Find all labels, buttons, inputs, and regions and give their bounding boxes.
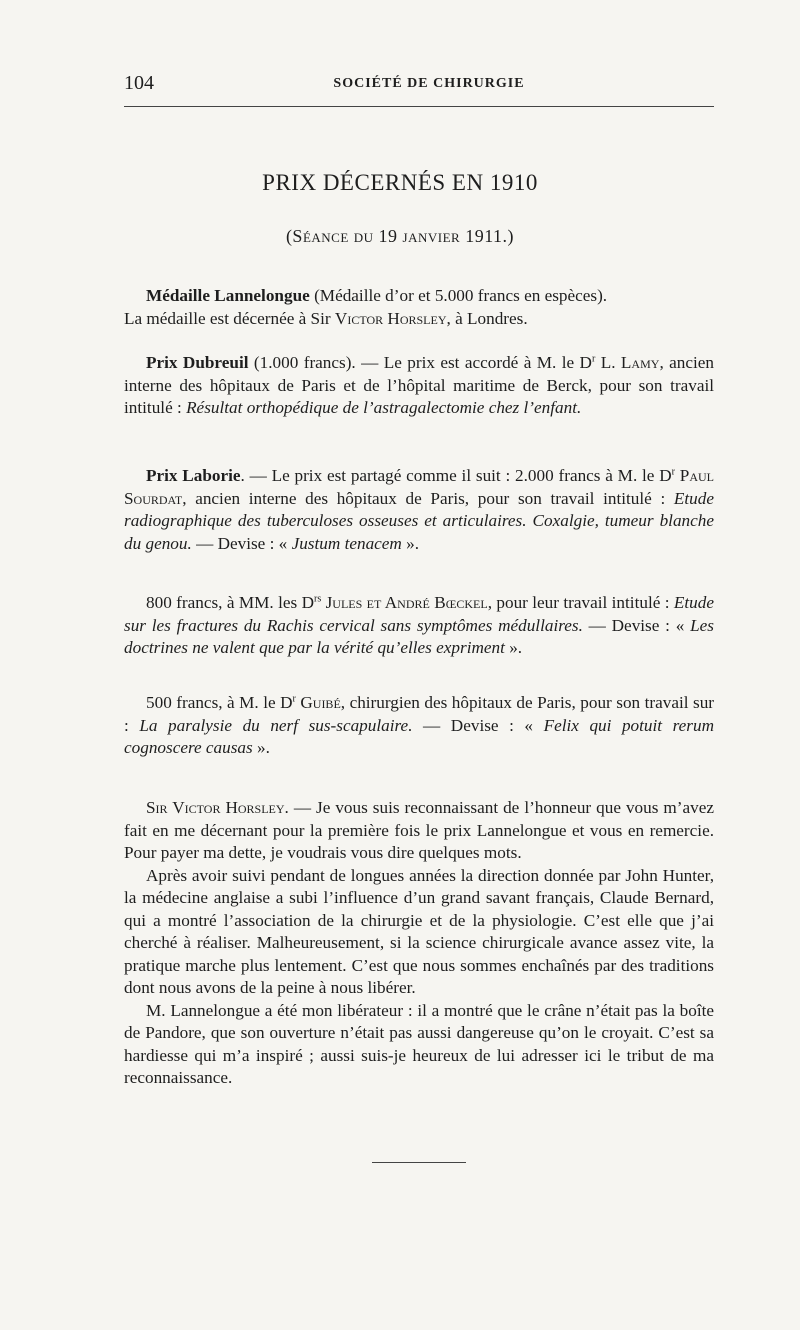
laureate-name: Paul Sourdat [124, 466, 714, 508]
prize-laborie: Prix Laborie. — Le prix est partagé comme il suit : 2.000 francs à M. le $D^r$ Paul Sourdat, ancien interne des hôpitaux de Paris, pour son travail intitulé : Etude radiographique des tuberculoses osseuses et articulaires. Coxalgie, tumeur blanche du genou. — Devise : « Justum tenacem ». [124, 466, 714, 553]
work-title: Etude sur les fractures du Rachis cervical sans symptômes médullaires. [124, 593, 714, 635]
laureate-name: Guibé [295, 693, 341, 712]
prize-lannelongue: Médaille Lannelongue (Médaille d’or et 5.000 francs en espèces). La médaille est décernée à Sir Victor Horsley, à Londres. [124, 286, 608, 328]
work-title: La paralysie du nerf sus-scapulaire. [139, 715, 413, 735]
prize-name: Médaille Lannelongue [146, 286, 310, 305]
work-title: Résultat orthopédique de l’astragalectomie chez l’enfant. [186, 398, 582, 417]
running-title: SOCIÉTÉ DE CHIRURGIE [333, 76, 525, 91]
session-subtitle: (Séance du 19 janvier 1911.) [285, 226, 515, 246]
header-rule [124, 106, 714, 107]
speech-paragraph: Après avoir suivi pendant de longues années la direction donnée par John Hunter, la médecine anglaise a subi l’influence d’un grand savant français, Claude Bernard, qui a montré l’association de la chirurgie et de la physiologie. C’est elle que j’ai cherché à réaliser. Malheureusement, si la science chirurgicale avance assez vite, la pratique marche plus lentement. C’est que nous sommes enchaînés par des traditions dont nous avons de la peine à nous libérer. [124, 865, 714, 997]
motto: Justum tenacem [291, 533, 402, 553]
prize-name: Prix Dubreuil [146, 353, 249, 372]
laureate-name: Victor Horsley [334, 308, 447, 328]
speaker-name: Sir Victor Horsley. [146, 798, 289, 817]
horsley-speech [124, 797, 714, 1090]
end-rule [372, 1162, 466, 1163]
prize-dubreuil: Prix Dubreuil (1.000 francs). — Le prix est accordé à M. le $D^r$ L. Lamy, ancien interne des hôpitaux de Paris et de l’hôpital maritime de Berck, pour son travail intitulé : Résultat orthopédique de l’astragalectomie chez l’enfant. [124, 353, 714, 417]
speech-paragraph: M. Lannelongue a été mon libérateur : il a montré que le crâne n’était pas la boîte de Pandore, que son ouverture n’était pas aussi dangereuse qu’on le croyait. C’est sa hardiesse qui m’a inspiré ; aussi suis-je heureux de lui adresser ici le tribut de ma reconnaissance. [124, 1000, 714, 1087]
prize-third-share: 500 francs, à M. le $D^r$ Guibé, chirurgien des hôpitaux de Paris, pour son travail sur : La paralysie du nerf sus-scapulaire. — Devise : « Felix qui potuit rerum cognoscere causas ». [124, 693, 715, 757]
page-number: 104 [124, 72, 154, 94]
work-title: Etude radiographique des tuberculoses osseuses et articulaires. Coxalgie, tumeur blanche du genou. [124, 488, 714, 553]
motto: Les doctrines ne valent que par la vérité qu’elles expriment [124, 615, 714, 657]
laureate-name: Jules et André Bœckel [321, 593, 488, 612]
prize-name: Prix Laborie [146, 466, 241, 485]
speech-paragraph: Sir Victor Horsley. — Je vous suis reconnaissant de l’honneur que vous m’avez fait en me décernant pour la première fois le prix Lannelongue et vous en remercie. Pour payer ma dette, je voudrais vous dire quelques mots. [124, 798, 714, 862]
laureate-name: Lamy [620, 353, 660, 372]
prize-second-share: 800 francs, à MM. les $D^{rs}$ Jules et André Bœckel, pour leur travail intitulé : Etude sur les fractures du Rachis cervical sans symptômes médullaires. — Devise : « Les doctrines ne valent que par la vérité qu’elles expriment ». [124, 593, 714, 657]
motto: Felix qui potuit rerum cognoscere causas [124, 715, 715, 757]
running-header [124, 72, 714, 96]
page-title: PRIX DÉCERNÉS EN 1910 [262, 170, 538, 195]
